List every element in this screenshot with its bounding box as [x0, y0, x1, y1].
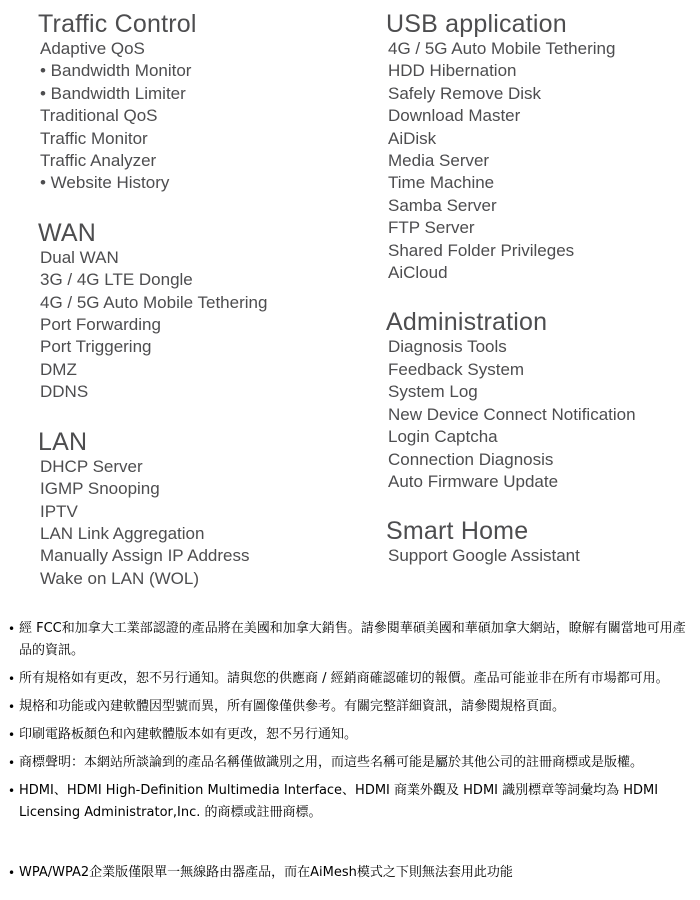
feature-item: FTP Server — [388, 218, 475, 238]
feature-column-right — [386, 10, 700, 590]
feature-item: • Bandwidth Limiter — [40, 83, 186, 103]
feature-item: IPTV — [40, 501, 78, 521]
feature-item: Wake on LAN (WOL) — [40, 568, 200, 588]
feature-item: Media Server — [388, 151, 490, 171]
feature-item: Samba Server — [388, 195, 497, 215]
feature-item: Dual WAN — [40, 247, 119, 267]
footnote — [8, 668, 692, 690]
bullet-icon: • — [8, 700, 16, 715]
feature-item: LAN Link Aggregation — [40, 523, 205, 543]
feature-item: • Bandwidth Monitor — [40, 61, 192, 81]
feature-item: Traditional QoS — [40, 106, 158, 126]
section-title: Administration — [386, 308, 548, 337]
feature-item: Auto Firmware Update — [388, 471, 559, 491]
feature-item: Time Machine — [388, 173, 495, 193]
feature-item: System Log — [388, 382, 478, 402]
feature-item: Safely Remove Disk — [388, 83, 542, 103]
feature-item: HDD Hibernation — [388, 61, 517, 81]
feature-section — [38, 10, 386, 195]
feature-item: DHCP Server — [40, 456, 143, 476]
feature-item: 4G / 5G Auto Mobile Tethering — [40, 292, 268, 312]
feature-section — [38, 428, 386, 590]
footnote-text: 所有規格如有更改，恕不另行通知。請與您的供應商 / 經銷商確認確切的報價。產品可能並非在所有市場都可用。 — [19, 671, 669, 687]
bullet-icon: • — [8, 622, 16, 637]
footnote — [8, 780, 692, 824]
section-title: WAN — [38, 218, 96, 247]
feature-item: • Website History — [40, 173, 170, 193]
feature-item: Login Captcha — [388, 427, 498, 447]
footnote-text: WPA/WPA2企業版僅限單一無線路由器產品，而在AiMesh模式之下則無法套用此功能 — [19, 865, 513, 881]
feature-item: IGMP Snooping — [40, 479, 160, 499]
feature-item: Support Google Assistant — [388, 546, 580, 566]
feature-section — [386, 10, 694, 284]
bullet-icon: • — [8, 756, 16, 771]
feature-item: Port Triggering — [40, 337, 152, 357]
feature-item: Download Master — [388, 106, 521, 126]
feature-item: Traffic Monitor — [40, 128, 148, 148]
footnote-text: 印刷電路板顏色和內建軟體版本如有更改，恕不另行通知。 — [19, 727, 358, 743]
feature-item: Manually Assign IP Address — [40, 546, 250, 566]
feature-column-left — [38, 10, 386, 590]
footnote-text: HDMI、HDMI High-Definition Multimedia Interface、HDMI 商業外觀及 HDMI 識別標章等詞彙均為 HDMI Licensing Administrator,Inc. 的商標或註冊商標。 — [19, 783, 659, 821]
feature-section — [386, 517, 694, 567]
feature-item: Adaptive QoS — [40, 39, 145, 58]
footnote-text: 規格和功能或內建軟體因型號而異，所有圖像僅供參考。有關完整詳細資訊，請參閱規格頁面。 — [19, 699, 566, 715]
feature-item: Feedback System — [388, 359, 525, 379]
feature-section — [386, 308, 694, 493]
section-title: LAN — [38, 427, 88, 456]
feature-item: Shared Folder Privileges — [388, 240, 575, 260]
feature-item: Diagnosis Tools — [388, 337, 507, 357]
feature-item: Port Forwarding — [40, 315, 161, 335]
footnote — [8, 696, 692, 718]
footnote — [8, 724, 692, 746]
bullet-icon: • — [8, 866, 16, 881]
section-title: USB application — [386, 10, 567, 38]
section-title: Smart Home — [386, 517, 529, 546]
footnote — [8, 752, 692, 774]
feature-section — [38, 219, 386, 404]
feature-item: 3G / 4G LTE Dongle — [40, 270, 193, 290]
feature-item: New Device Connect Notification — [388, 404, 636, 424]
bullet-icon: • — [8, 672, 16, 687]
section-title: Traffic Control — [38, 10, 197, 38]
feature-item: DDNS — [40, 382, 89, 402]
feature-item: 4G / 5G Auto Mobile Tethering — [388, 39, 616, 58]
footnote — [8, 862, 692, 884]
bullet-icon: • — [8, 784, 16, 799]
feature-item: Connection Diagnosis — [388, 449, 554, 469]
feature-item: Traffic Analyzer — [40, 151, 157, 171]
feature-item: AiCloud — [388, 263, 448, 283]
bullet-icon: • — [8, 728, 16, 743]
feature-item: AiDisk — [388, 128, 437, 148]
footnotes — [0, 618, 700, 900]
footnote-text: 經 FCC和加拿大工業部認證的產品將在美國和加拿大銷售。請參閱華碩美國和華碩加拿大網站，瞭解有關當地可用產品的資訊。 — [19, 621, 686, 659]
footnote-text: 商標聲明：本網站所談論到的產品名稱僅做識別之用，而這些名稱可能是屬於其他公司的註冊商標或是版權。 — [19, 755, 644, 771]
footnote — [8, 618, 692, 662]
feature-item: DMZ — [40, 359, 77, 379]
